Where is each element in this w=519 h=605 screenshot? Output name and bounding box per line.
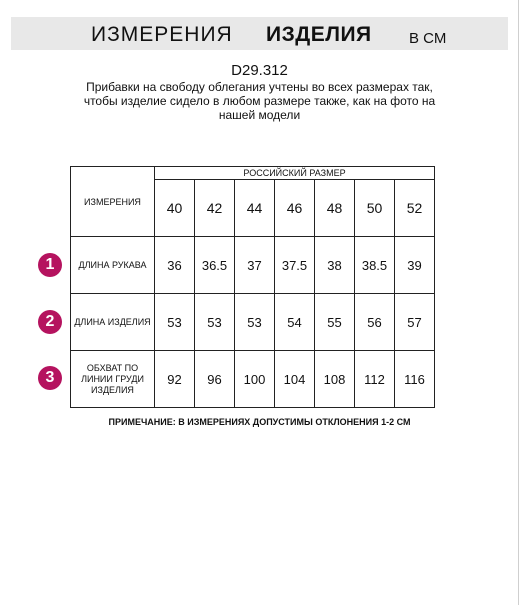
table-cell: 36 [155, 237, 195, 294]
table-cell: 37 [235, 237, 275, 294]
product-code: D29.312 [231, 62, 288, 79]
row-label-sleeve-length: ДЛИНА РУКАВА [71, 237, 155, 294]
table-cell: 54 [275, 294, 315, 351]
title-band [11, 17, 508, 50]
size-group-header: РОССИЙСКИЙ РАЗМЕР [155, 167, 435, 180]
table-cell: 100 [235, 351, 275, 408]
table-cell: 53 [155, 294, 195, 351]
table-cell: 56 [355, 294, 395, 351]
table-row [71, 237, 435, 294]
table-cell: 38.5 [355, 237, 395, 294]
table-row [71, 294, 435, 351]
table-cell: 112 [355, 351, 395, 408]
title-garment: ИЗДЕЛИЯ [266, 23, 372, 46]
row-badge-2: 2 [38, 310, 62, 334]
size-header: 44 [235, 180, 275, 237]
table-cell: 55 [315, 294, 355, 351]
table-cell: 37.5 [275, 237, 315, 294]
table-cell: 39 [395, 237, 435, 294]
table-row [71, 351, 435, 408]
row-label-chest-girth: ОБХВАТ ПО ЛИНИИ ГРУДИ ИЗДЕЛИЯ [71, 351, 155, 408]
table-cell: 57 [395, 294, 435, 351]
table-cell: 96 [195, 351, 235, 408]
size-header: 52 [395, 180, 435, 237]
title-unit: В СМ [409, 30, 447, 47]
row-label-garment-length: ДЛИНА ИЗДЕЛИЯ [71, 294, 155, 351]
title-measurements: ИЗМЕРЕНИЯ [91, 23, 233, 46]
table-cell: 108 [315, 351, 355, 408]
row-badge-1: 1 [38, 253, 62, 277]
size-header: 42 [195, 180, 235, 237]
row-badge-3: 3 [38, 366, 62, 390]
table-cell: 104 [275, 351, 315, 408]
tolerance-note: ПРИМЕЧАНИЕ: В ИЗМЕРЕНИЯХ ДОПУСТИМЫ ОТКЛОНЕНИЯ 1-2 СМ [108, 417, 411, 427]
size-header: 50 [355, 180, 395, 237]
table-header-row [71, 167, 435, 180]
table-cell: 38 [315, 237, 355, 294]
fit-allowance-note: Прибавки на свободу облегания учтены во всех размерах так, чтобы изделие сидело в любом размере также, как на фото на нашей модели [83, 80, 436, 122]
table-cell: 92 [155, 351, 195, 408]
size-table [70, 166, 435, 408]
size-header: 46 [275, 180, 315, 237]
size-header: 40 [155, 180, 195, 237]
table-cell: 116 [395, 351, 435, 408]
table-cell: 36.5 [195, 237, 235, 294]
table-cell: 53 [235, 294, 275, 351]
corner-label: ИЗМЕРЕНИЯ [71, 167, 155, 237]
table-cell: 53 [195, 294, 235, 351]
size-header: 48 [315, 180, 355, 237]
